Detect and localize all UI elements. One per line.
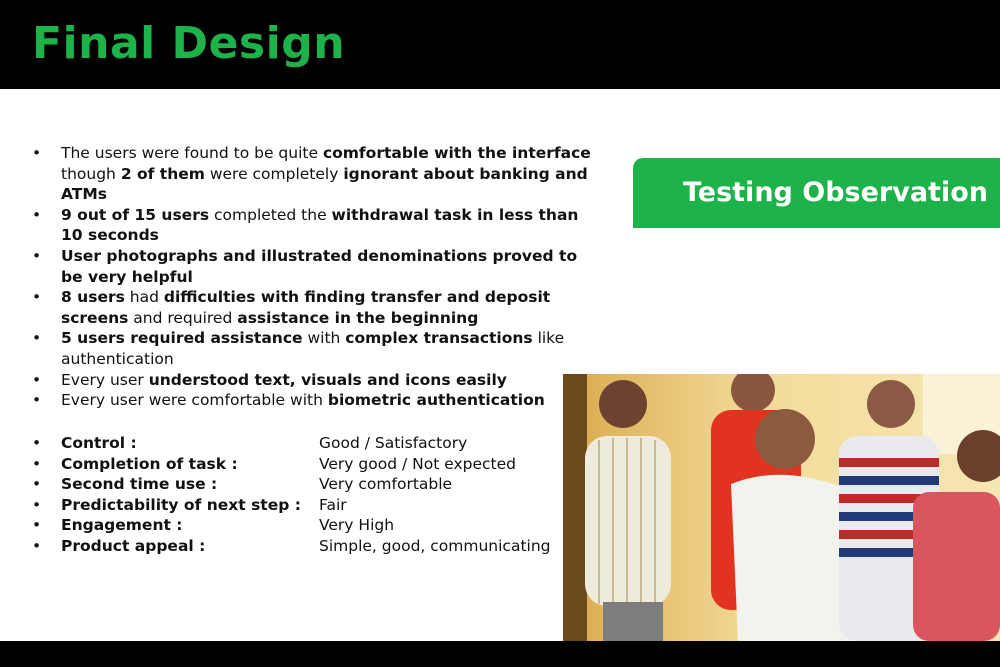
- observation-segment: comfortable with the interface: [322, 144, 591, 162]
- rating-label: Control :: [61, 434, 137, 452]
- rating-label: Completion of task :: [61, 454, 238, 473]
- photo-icon: [563, 374, 1000, 641]
- observation-segment: were completely: [204, 164, 344, 183]
- user-testing-photo: [563, 374, 1000, 641]
- observation-segment: The users were found to be quite: [61, 144, 323, 162]
- observation-segment: Every user were comfortable with: [61, 391, 328, 410]
- observation-item: [32, 328, 592, 369]
- rating-item: [32, 454, 572, 475]
- observation-segment: User photographs and illustrated denominations proved to be very helpful: [61, 246, 578, 286]
- observation-segment: though: [61, 164, 121, 183]
- observation-segment: with: [302, 329, 346, 348]
- observation-list: [32, 143, 592, 411]
- rating-value: Good / Satisfactory: [319, 434, 468, 452]
- rating-item: [32, 474, 572, 495]
- observation-segment: 8 users: [61, 288, 125, 307]
- footer-bar: [0, 641, 1000, 667]
- rating-value: Very good / Not expected: [319, 454, 516, 473]
- observation-segment: had: [124, 288, 164, 307]
- title-bar: [0, 0, 1000, 89]
- observation-segment: ignorant about banking and ATMs: [61, 164, 588, 204]
- observation-segment: 2 of them: [120, 164, 205, 183]
- observation-segment: and required: [128, 308, 238, 327]
- observation-segment: assistance in the beginning: [237, 308, 479, 327]
- testing-observation-banner: [633, 158, 1000, 228]
- page-title: Final Design: [32, 18, 346, 69]
- observation-segment: like authentication: [61, 329, 565, 368]
- observation-segment: 9 out of 15 users: [61, 205, 210, 224]
- observation-segment: 5 users required assistance: [61, 329, 303, 348]
- rating-value: Very comfortable: [319, 475, 453, 494]
- observation-segment: difficulties with finding transfer and deposit screens: [61, 288, 551, 327]
- banner-label: Testing Observation: [682, 177, 988, 208]
- observation-segment: completed the: [209, 205, 332, 224]
- rating-value: Fair: [319, 495, 347, 514]
- observation-item: [32, 370, 592, 391]
- observation-segment: understood text, visuals and icons easily: [148, 370, 507, 389]
- rating-value: Simple, good, communicating: [319, 536, 551, 555]
- observation-segment: withdrawal task in less than 10 seconds: [61, 205, 579, 245]
- rating-label: Product appeal :: [61, 536, 206, 555]
- observation-item: [32, 143, 592, 205]
- observation-item: [32, 390, 592, 411]
- rating-label: Engagement :: [61, 516, 183, 535]
- observation-item: [32, 287, 592, 328]
- rating-item: [32, 515, 572, 536]
- rating-value: Very High: [319, 516, 395, 535]
- rating-item: [32, 495, 572, 516]
- observation-segment: complex transactions: [345, 329, 533, 348]
- rating-item: [32, 433, 572, 454]
- observation-item: [32, 246, 592, 287]
- observation-segment: Every user: [61, 370, 149, 389]
- rating-label: Predictability of next step :: [61, 495, 301, 514]
- observation-segment: biometric authentication: [327, 391, 545, 410]
- rating-label: Second time use :: [61, 475, 218, 494]
- observation-item: [32, 205, 592, 246]
- rating-item: [32, 536, 572, 557]
- rating-list: [32, 433, 572, 557]
